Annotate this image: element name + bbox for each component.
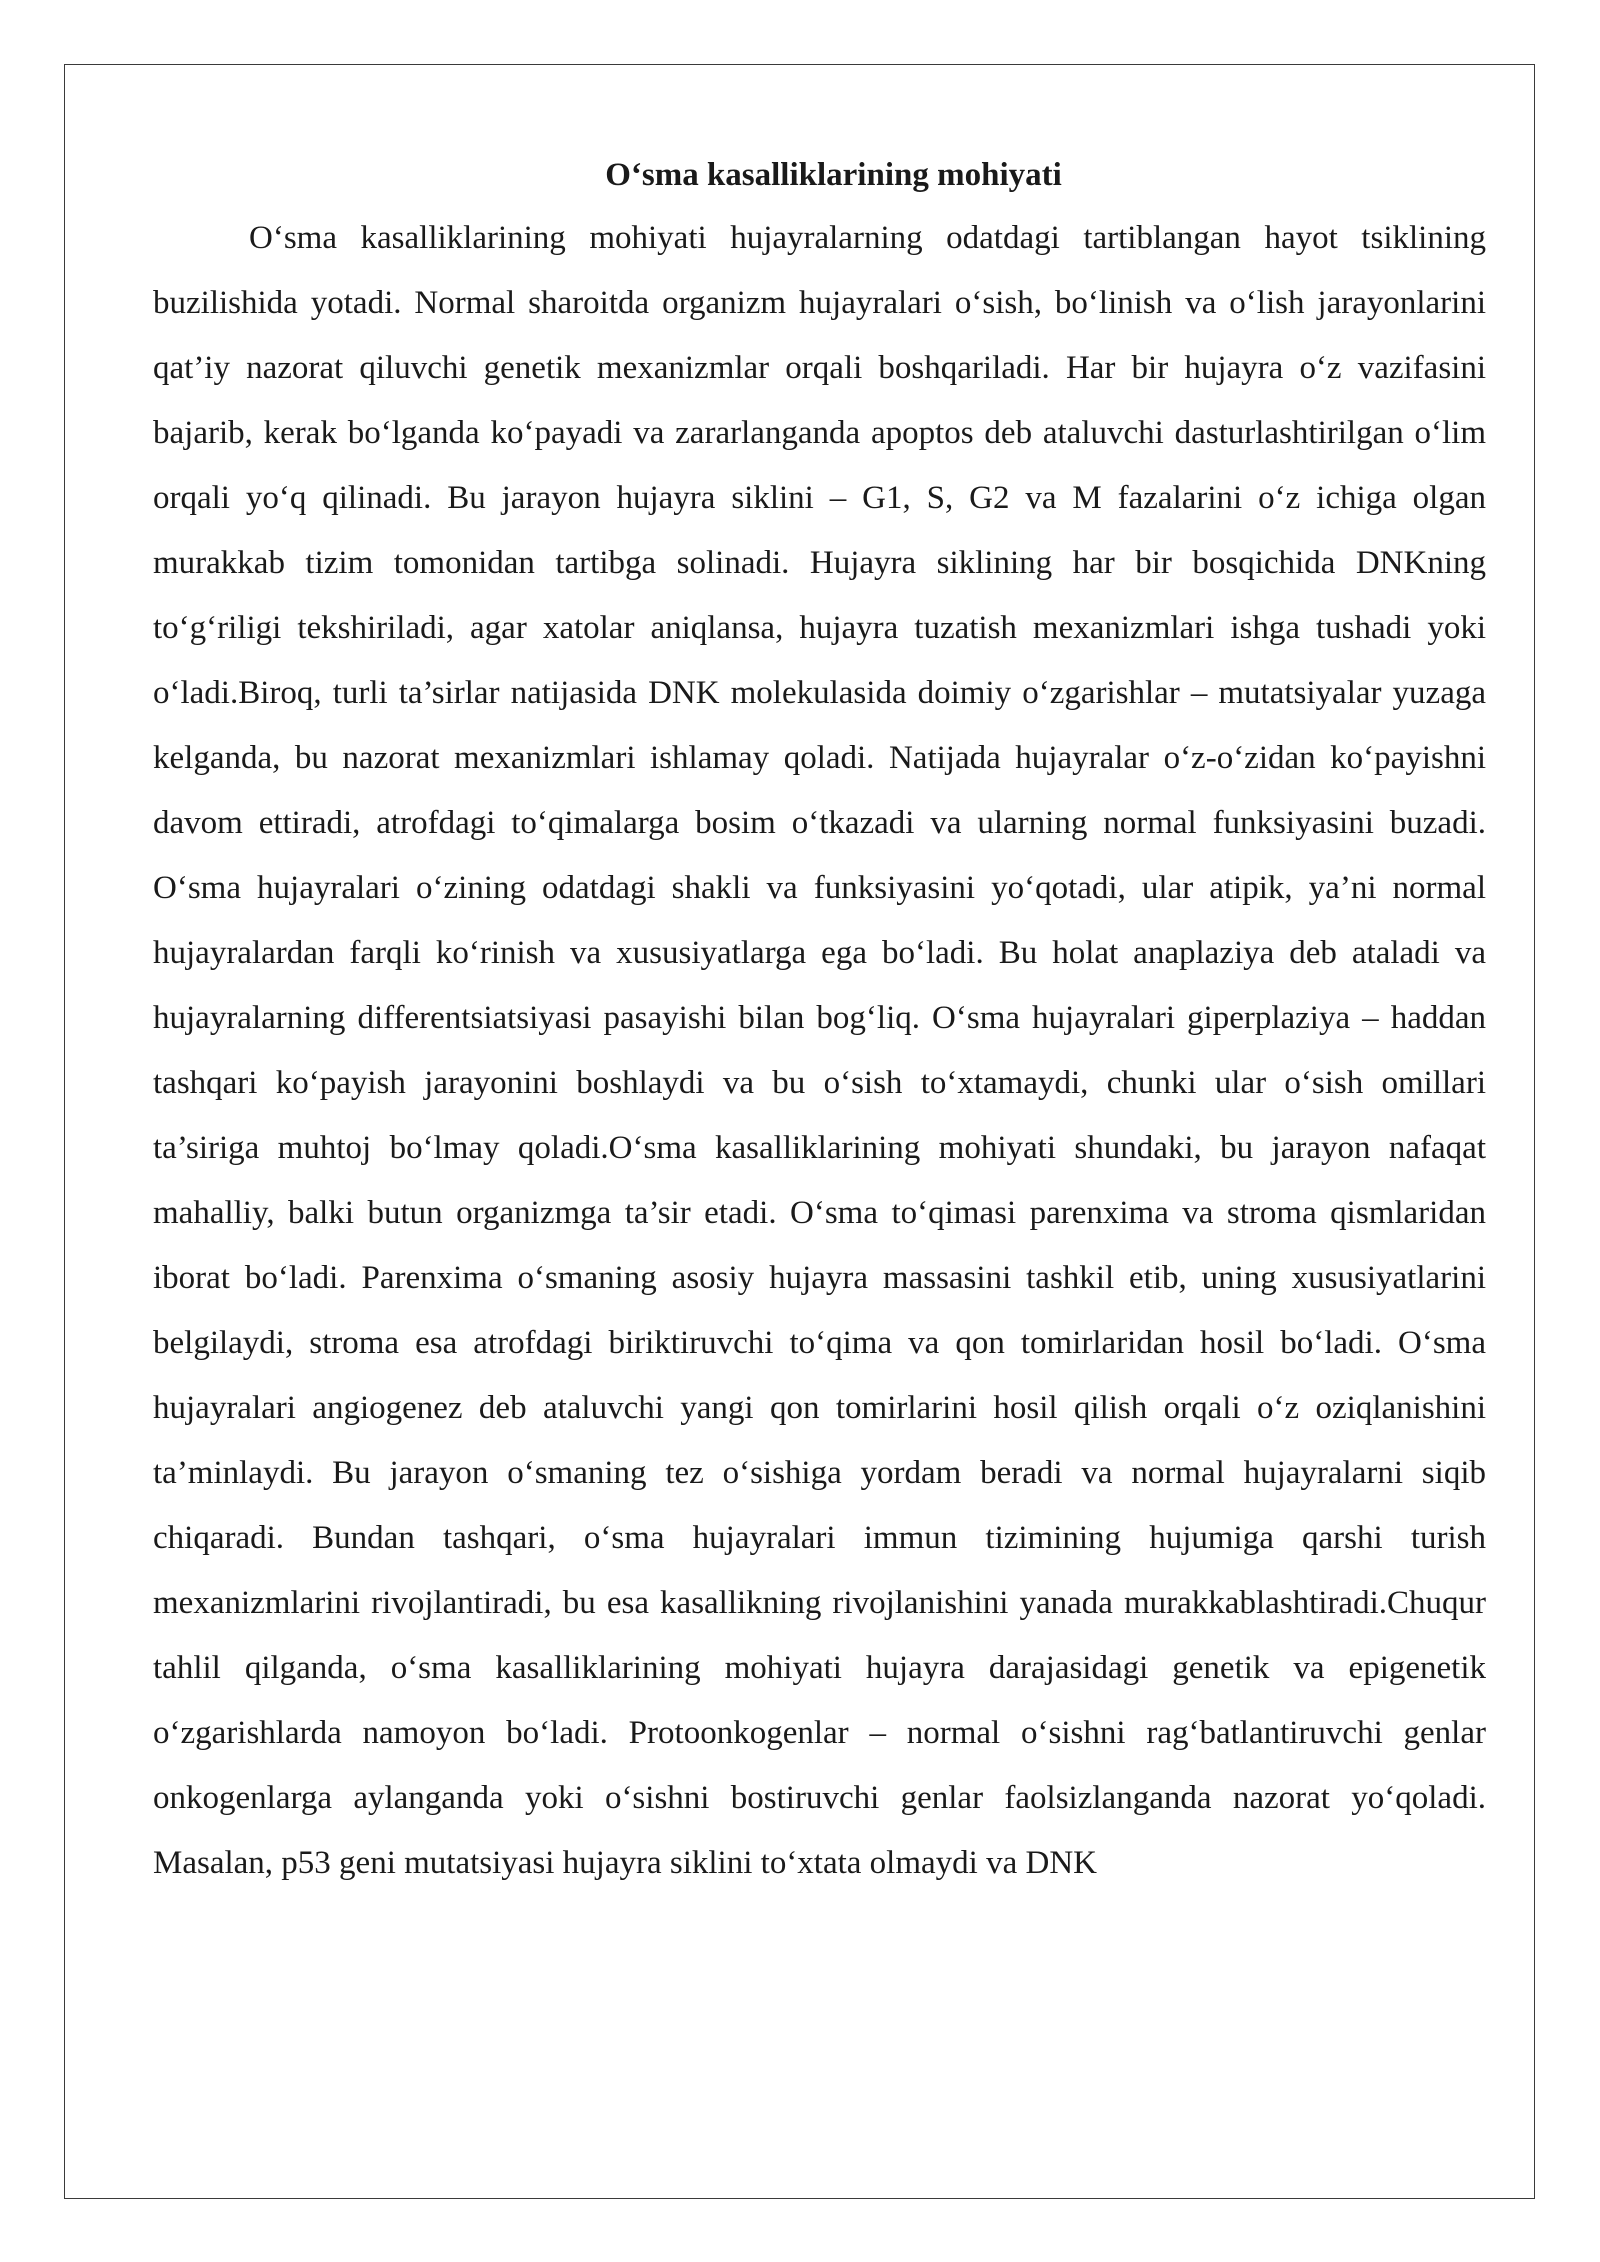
- document-title: O‘sma kasalliklarining mohiyati: [605, 157, 1062, 193]
- body-paragraph: O‘sma kasalliklarining mohiyati hujayralarning odatdagi tartiblangan hayot tsiklining buzilishida yotadi. Normal sharoitda organizm hujayralari o‘sish, bo‘linish va o‘lish jarayonlarini qat’iy nazorat qiluvchi genetik mexanizmlar orqali boshqariladi. Har bir hujayra o‘z vazifasini bajarib, kerak bo‘lganda ko‘payadi va zararlanganda apoptos deb ataluvchi dasturlashtirilgan o‘lim orqali yo‘q qilinadi. Bu jarayon hujayra siklini – G1, S, G2 va M fazalarini o‘z ichiga olgan murakkab tizim tomonidan tartibga solinadi. Hujayra siklining har bir bosqichida DNKning to‘g‘riligi tekshiriladi, agar xatolar aniqlansa, hujayra tuzatish mexanizmlari ishga tushadi yoki o‘ladi.Biroq, turli ta’sirlar natijasida DNK molekulasida doimiy o‘zgarishlar – mutatsiyalar yuzaga kelganda, bu nazorat mexanizmlari ishlamay qoladi. Natijada hujayralar o‘z-o‘zidan ko‘payishni davom ettiradi, atrofdagi to‘qimalarga bosim o‘tkazadi va ularning normal funksiyasini buzadi. O‘sma hujayralari o‘zining odatdagi shakli va funksiyasini yo‘qotadi, ular atipik, ya’ni normal hujayralardan farqli ko‘rinish va xususiyatlarga ega bo‘ladi. Bu holat anaplaziya deb ataladi va hujayralarning differentsiatsiyasi pasayishi bilan bog‘liq. O‘sma hujayralari giperplaziya – haddan tashqari ko‘payish jarayonini boshlaydi va bu o‘sish to‘xtamaydi, chunki ular o‘sish omillari ta’siriga muhtoj bo‘lmay qoladi.O‘sma kasalliklarining mohiyati shundaki, bu jarayon nafaqat mahalliy, balki butun organizmga ta’sir etadi. O‘sma to‘qimasi parenxima va stroma qismlaridan iborat bo‘ladi. Parenxima o‘smaning asosiy hujayra massasini tashkil etib, uning xususiyatlarini belgilaydi, stroma esa atrofdagi biriktiruvchi to‘qima va qon tomirlaridan hosil bo‘ladi. O‘sma hujayralari angiogenez deb ataluvchi yangi qon tomirlarini hosil qilish orqali o‘z oziqlanishini ta’minlaydi. Bu jarayon o‘smaning tez o‘sishiga yordam beradi va normal hujayralarni siqib chiqaradi. Bundan tashqari, o‘sma hujayralari immun tizimining hujumiga qarshi turish mexanizmlarini rivojlantiradi, bu esa kasallikning rivojlanishini yanada murakkablashtiradi.Chuqur tahlil qilganda, o‘sma kasalliklarining mohiyati hujayra darajasidagi genetik va epigenetik o‘zgarishlarda namoyon bo‘ladi. Protoonkogenlar – normal o‘sishni rag‘batlantiruvchi genlar onkogenlarga aylanganda yoki o‘sishni bostiruvchi genlar faolsizlanganda nazorat yo‘qoladi. Masalan, p53 geni mutatsiyasi hujayra siklini to‘xtata olmaydi va DNK: [153, 220, 1486, 1881]
- document-body: [153, 150, 1486, 1896]
